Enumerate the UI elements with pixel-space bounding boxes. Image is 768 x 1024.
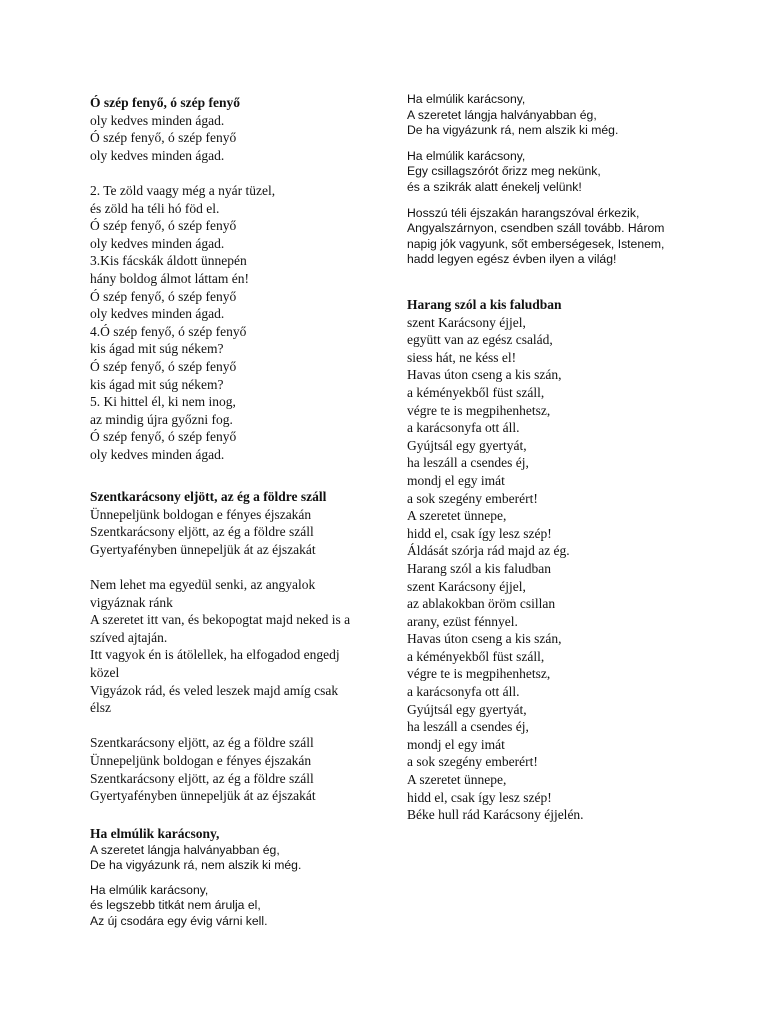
lyric-line: A szeretet ünnepe,	[407, 772, 507, 788]
song-szentkaracsony-verse-3	[90, 734, 380, 804]
lyric-line: az mindig újra győzni fog.	[90, 411, 233, 427]
song-elmulik-part-2	[407, 92, 679, 268]
lyric-line: Havas úton cseng a kis szán,	[407, 367, 562, 383]
lyric-line: az ablakokban öröm csillan	[407, 596, 556, 612]
lyric-line	[90, 164, 275, 182]
lyric-line: együtt van az egész család,	[407, 332, 553, 348]
lyric-line: oly kedves minden ágad.	[90, 306, 225, 322]
song-fenyo-title: Ó szép fenyő, ó szép fenyő	[90, 95, 240, 110]
song-szentkaracsony-verse-2	[90, 576, 362, 717]
lyric-line: Egy csillagszórót őrizz meg nekünk,	[407, 164, 601, 179]
song-elmulik-verse-4	[407, 149, 679, 196]
song-elmulik-title: Ha elmúlik karácsony,	[90, 826, 220, 841]
lyric-line: a sok szegény emberért!	[407, 490, 538, 506]
lyric-line: De ha vigyázunk rá, nem alszik ki még.	[407, 123, 619, 138]
lyric-line: Szentkarácsony eljött, az ég a földre száll	[90, 770, 314, 786]
lyric-line: A szeretet lángja halványabban ég,	[90, 842, 280, 857]
lyric-line: Áldását szórja rád majd az ég.	[407, 543, 570, 559]
lyric-line: Ha elmúlik karácsony,	[90, 882, 209, 897]
song-elmulik-verse-2	[90, 883, 301, 930]
lyric-line: a sok szegény emberért!	[407, 754, 538, 770]
lyric-line: A szeretet ünnepe,	[407, 508, 507, 524]
song-fenyo	[90, 94, 275, 463]
lyric-line: mondj el egy imát	[407, 736, 505, 752]
lyric-line: és zöld ha téli hó föd el.	[90, 200, 220, 216]
lyric-line: Ó szép fenyő, ó szép fenyő	[90, 358, 237, 374]
lyric-line: Nem lehet ma egyedül senki, az angyalok vigyáznak ránk	[90, 576, 316, 610]
lyric-line: Ha elmúlik karácsony,	[407, 148, 526, 163]
song-harang-lines	[407, 314, 584, 824]
lyric-line: Béke hull rád Karácsony éjjelén.	[407, 807, 584, 823]
lyric-line: Ó szép fenyő, ó szép fenyő	[90, 130, 237, 146]
lyric-line: végre te is megpihenhetsz,	[407, 402, 551, 418]
lyric-line: Gyertyafényben ünnepeljük át az éjszakát	[90, 541, 316, 557]
song-elmulik-verse-3	[407, 92, 679, 139]
lyric-line: 2. Te zöld vaagy még a nyár tüzel,	[90, 182, 276, 198]
lyric-line: oly kedves minden ágad.	[90, 446, 225, 462]
lyric-line: hidd el, csak így lesz szép!	[407, 525, 552, 541]
lyric-line: Ó szép fenyő, ó szép fenyő	[90, 429, 237, 445]
song-fenyo-lines	[90, 112, 275, 464]
lyric-line: De ha vigyázunk rá, nem alszik ki még.	[90, 858, 302, 873]
lyric-line: Szentkarácsony eljött, az ég a földre száll	[90, 524, 314, 540]
lyric-line: Itt vagyok én is átölellek, ha elfogadod engedj közel	[90, 647, 340, 680]
lyric-line: ha leszáll a csendes éj,	[407, 719, 529, 735]
lyric-line: A szeretet lángja halványabban ég,	[407, 107, 597, 122]
lyric-line: szent Karácsony éjjel,	[407, 314, 526, 330]
lyric-line: 3.Kis fácskák áldott ünnepén	[90, 253, 247, 269]
lyric-line: Ha elmúlik karácsony,	[407, 92, 526, 106]
lyric-line: kis ágad mit súg nékem?	[90, 341, 224, 357]
lyric-line: a kéményekből füst száll,	[407, 648, 545, 664]
lyric-line: oly kedves minden ágad.	[90, 112, 225, 128]
lyric-line: siess hát, ne késs el!	[407, 349, 517, 365]
lyric-line: oly kedves minden ágad.	[90, 235, 225, 251]
lyric-line: Gyertyafényben ünnepeljük át az éjszakát	[90, 788, 316, 804]
song-elmulik-verse-5: Hosszú téli éjszakán harangszóval érkezik, Angyalszárnyon, csendben száll tovább. Három napig jók vagyunk, sőt emberségesek, Istenem, hadd legyen egész évben ilyen a világ!	[407, 205, 665, 267]
lyric-line: 5. Ki hittel él, ki nem inog,	[90, 394, 236, 410]
lyric-line: Ó szép fenyő, ó szép fenyő	[90, 288, 237, 304]
song-elmulik-verse-1	[90, 843, 301, 874]
lyric-line: Szentkarácsony eljött, az ég a földre száll	[90, 735, 314, 751]
lyric-line: A szeretet itt van, és bekopogtat majd neked is a szíved ajtaján.	[90, 612, 351, 645]
lyric-line: Vigyázok rád, és veled leszek majd amíg csak élsz	[90, 682, 339, 716]
lyric-line: hidd el, csak így lesz szép!	[407, 789, 552, 805]
lyric-line: Havas úton cseng a kis szán,	[407, 631, 562, 647]
lyric-line: ha leszáll a csendes éj,	[407, 455, 529, 471]
lyric-line: szent Karácsony éjjel,	[407, 578, 526, 594]
lyric-line: hány boldog álmot láttam én!	[90, 270, 249, 286]
lyric-line: és a szikrák alatt énekelj velünk!	[407, 179, 582, 194]
lyric-line: Ó szép fenyő, ó szép fenyő	[90, 218, 237, 234]
lyric-line: Harang szól a kis faludban	[407, 560, 551, 576]
lyric-line: Gyújtsál egy gyertyát,	[407, 437, 527, 453]
lyric-line: és legszebb titkát nem árulja el,	[90, 898, 261, 913]
song-szentkaracsony-verse-1	[90, 506, 380, 559]
lyric-line: arany, ezüst fénnyel.	[407, 613, 518, 629]
lyric-line: mondj el egy imát	[407, 472, 505, 488]
lyric-line: a kéményekből füst száll,	[407, 384, 545, 400]
song-szentkaracsony-title: Szentkarácsony eljött, az ég a földre száll	[90, 489, 327, 504]
lyric-line: Gyújtsál egy gyertyát,	[407, 701, 527, 717]
song-harang-title: Harang szól a kis faludban	[407, 297, 562, 312]
lyric-line: kis ágad mit súg nékem?	[90, 376, 224, 392]
lyric-line: 4.Ó szép fenyő, ó szép fenyő	[90, 323, 247, 339]
lyric-line: Az új csodára egy évig várni kell.	[90, 913, 268, 928]
lyric-line: a karácsonyfa ott áll.	[407, 684, 520, 700]
song-harang	[407, 296, 584, 824]
song-szentkaracsony	[90, 488, 380, 805]
lyric-line: Ünnepeljünk boldogan e fényes éjszakán	[90, 752, 312, 768]
lyric-line: Ünnepeljünk boldogan e fényes éjszakán	[90, 506, 312, 522]
song-elmulik-part-1	[90, 825, 301, 930]
lyric-line: oly kedves minden ágad.	[90, 147, 225, 163]
lyric-line: végre te is megpihenhetsz,	[407, 666, 551, 682]
lyric-line: a karácsonyfa ott áll.	[407, 420, 520, 436]
